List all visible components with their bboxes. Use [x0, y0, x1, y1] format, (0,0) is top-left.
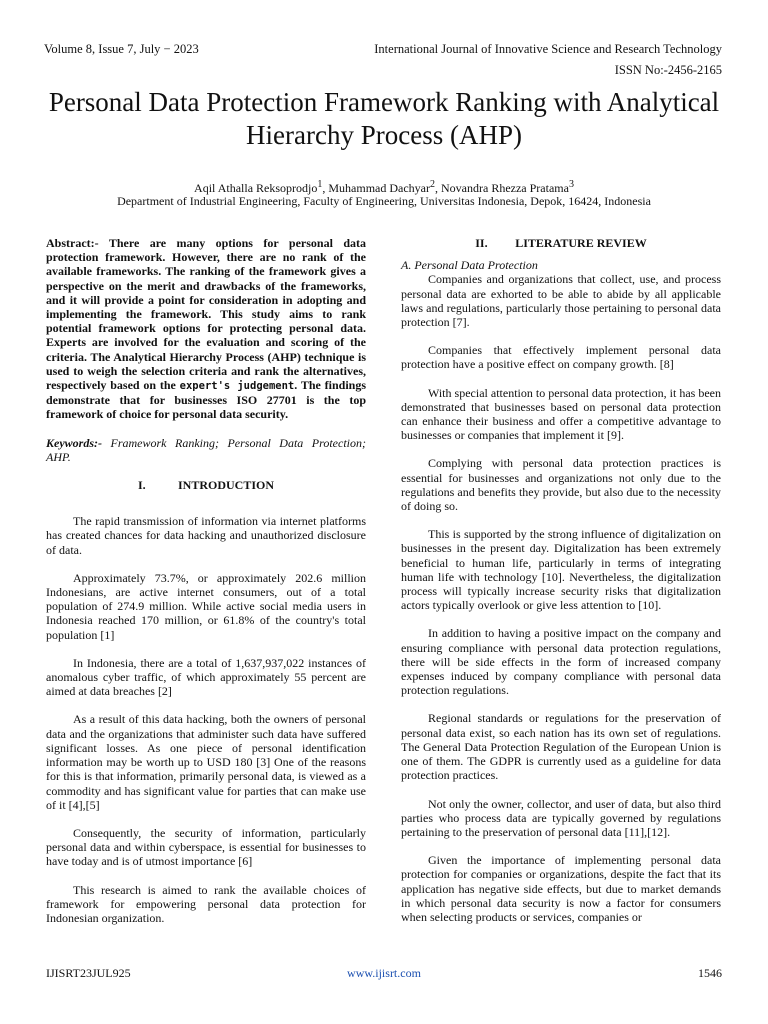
header-issn: ISSN No:-2456-2165 — [614, 63, 722, 77]
literature-paragraph: Not only the owner, collector, and user of data, but also third parties who process data are typically governed by regulations pertaining to the preservation of personal data [11],[12]. — [401, 796, 721, 839]
subsection-heading: A. Personal Data Protection — [401, 258, 538, 273]
footer-paper-id: IJISRT23JUL925 — [46, 966, 131, 980]
intro-paragraph: The rapid transmission of information via internet platforms has created chances for data hacking and unauthorized disclosure of data. — [46, 514, 366, 557]
author-1: Aqil Athalla Reksoprodjo — [194, 181, 318, 195]
literature-paragraph: With special attention to personal data protection, it has been demonstrated that businesses based on personal data protection can enhance their business and offer a competitive advantage to businesses or companies that implement it [9]. — [401, 385, 721, 443]
footer-page-number: 1546 — [698, 966, 722, 980]
author-2-sup: 2 — [430, 179, 435, 190]
intro-paragraph: Approximately 73.7%, or approximately 202.6 million Indonesians, are active internet consumers, out of a total population of 274.9 million. While active social media users in Indonesia reached 170 million, or 61.8% of the country's total population [1] — [46, 570, 366, 642]
literature-paragraph: This is supported by the strong influence of digitalization on businesses in the present day. Digitalization has been extremely beneficial to human life, particularly in terms of integrating human life with technology [10]. Nevertheless, the digitalization process will typically increase security risks that digitalization actors typically overlook or give less attention to [10]. — [401, 527, 721, 613]
footer-website-link[interactable]: www.ijisrt.com — [347, 966, 421, 980]
header-volume: Volume 8, Issue 7, July − 2023 — [44, 42, 199, 56]
literature-paragraph: Regional standards or regulations for the preservation of personal data exist, so each nation has its own set of regulations. The General Data Protection Regulation of the European Union is one of them. The GDPR is currently used as a guideline for data protection practices. — [401, 711, 721, 783]
intro-paragraph: Consequently, the security of information, particularly personal data and within cyberspace, is essential for businesses to have today and is of utmost importance [6] — [46, 825, 366, 869]
section-intro-title: INTRODUCTION — [177, 478, 274, 493]
intro-paragraph: As a result of this data hacking, both the owners of personal data and the organizations that administer such data have suffered significant losses. As one piece of personal identification information may be worth up to USD 180 [3] One of the reasons for this is that information, primarily personal data, is viewed as a commodity and has significant value for parties that can make use of it [4],[5] — [46, 712, 366, 812]
section-literature-heading — [401, 236, 721, 250]
literature-paragraph: Companies and organizations that collect, use, and process personal data are exhorted to be able to abide by all applicable laws and regulations, particularly those pertaining to personal data protection [7]. — [401, 272, 721, 330]
section-intro-num: I. — [137, 478, 146, 493]
abstract-part-2: . The findings demonstrate that for businesses ISO 27701 is the top framework of choice for personal data security. — [46, 378, 366, 422]
header-journal: International Journal of Innovative Science and Research Technology — [374, 42, 722, 56]
section-literature-title: LITERATURE REVIEW — [515, 236, 647, 250]
keywords-label: Keywords:- — [46, 435, 102, 450]
affiliation: Department of Industrial Engineering, Faculty of Engineering, Universitas Indonesia, Depok, 16424, Indonesia — [117, 194, 651, 208]
right-column — [401, 236, 721, 938]
left-column — [46, 236, 366, 939]
section-intro-heading — [46, 478, 366, 492]
literature-paragraph: Companies that effectively implement personal data protection have a positive effect on company growth. [8] — [401, 343, 721, 372]
author-1-sup: 1 — [317, 179, 323, 190]
section-literature-num: II. — [475, 236, 488, 250]
author-3-sup: 3 — [568, 179, 574, 190]
keywords — [46, 436, 366, 464]
literature-paragraph: Given the importance of implementing personal data protection for companies or organizations, despite the fact that its application has negative side effects, but due to market demands in which personal data security is now a factor for consumers when selecting products or services, companies or — [401, 853, 721, 924]
author-3: , Novandra Rhezza Pratama — [435, 181, 569, 195]
literature-paragraph: Complying with personal data protection practices is essential for businesses and organizations not only due to the regulations and benefits they provide, but also due to the necessity of doing so. — [401, 456, 721, 514]
abstract-part-1: Abstract:- There are many options for personal data protection framework. However, there are no rank of the available frameworks. The ranking of the framework gives a perspective on the merit and drawbacks of the frameworks, and it will provide a point for consideration in adopting and implementing the framework. This study aims to rank potential framework options for protecting personal data. Experts are involved for the evaluation and scoring of the criteria. The Analytical Hierarchy Process (AHP) technique is used to weigh the selection criteria and rank the alternatives, respectively based on the — [46, 236, 366, 393]
intro-paragraph: In Indonesia, there are a total of 1,637,937,022 instances of anomalous cyber traffic, of which approximately 55 percent are aimed at data breaches [2] — [46, 655, 366, 699]
author-2: , Muhammad Dachyar — [322, 181, 430, 195]
abstract-mono: expert's judgement — [179, 380, 295, 393]
intro-paragraph: This research is aimed to rank the available choices of framework for empowering personal data protection for Indonesian organization. — [46, 882, 366, 925]
paper-title: Personal Data Protection Framework Ranking with Analytical Hierarchy Process (AHP) — [48, 87, 720, 150]
keywords-text: Framework Ranking; Personal Data Protection; AHP. — [46, 435, 366, 464]
abstract — [46, 236, 366, 422]
literature-paragraph: In addition to having a positive impact on the company and ensuring compliance with personal data protection regulations, there will be side effects in the form of increased company expenses induced by company compliance with personal data protection regulations. — [401, 626, 721, 698]
